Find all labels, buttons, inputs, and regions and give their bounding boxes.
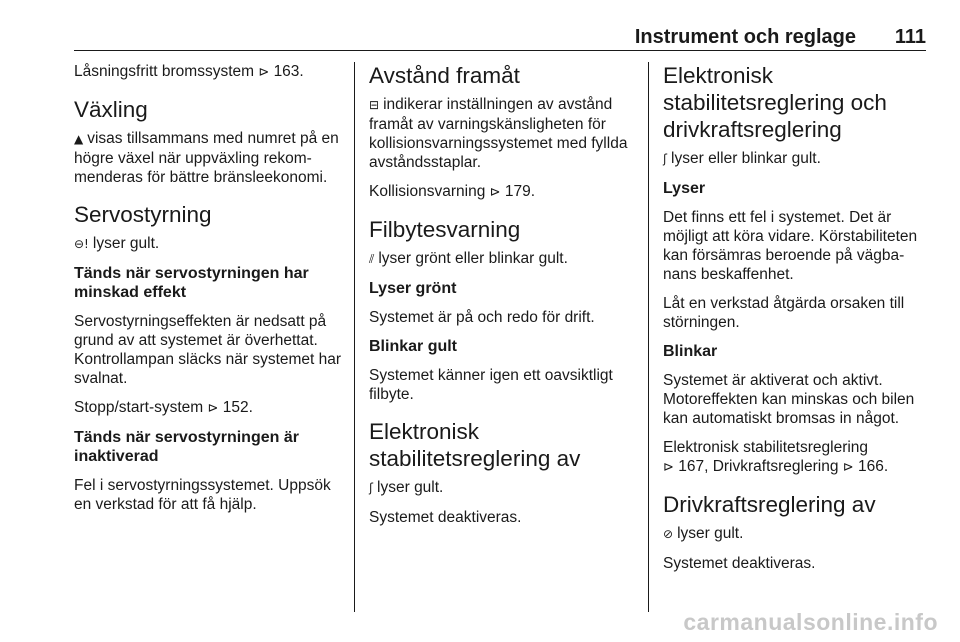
lyser-text-2: Låt en verkstad åtgärda orsaken till störningen.	[663, 295, 905, 331]
tc-off-desc: Systemet deaktiveras.	[663, 555, 816, 572]
column-divider	[354, 62, 355, 612]
heading-servostyrning: Servostyrning	[74, 202, 212, 227]
esc-tc-reference: Elektronisk stabilitetsreglering ⊳ 167, Drivkraftsreglering ⊳ 166.	[663, 439, 889, 475]
servo-text: ⊖! lyser gult.	[74, 235, 160, 252]
collision-reference: Kollisionsvarning ⊳ 179.	[369, 183, 536, 200]
vaxling-text: ▲ visas tillsammans med numret på en högre växel när uppväxling rekommenderas för bättre bränsleekonomi.	[74, 130, 339, 186]
page-header	[74, 26, 926, 48]
heading-vaxling: Växling	[74, 97, 148, 122]
steering-warning-icon: ⊖!	[74, 237, 89, 251]
column-2	[369, 62, 637, 537]
heading-lyser: Lyser	[663, 180, 706, 197]
esc-off-desc: Systemet deaktiveras.	[369, 509, 522, 526]
ref-arrow-icon: ⊳	[842, 460, 854, 475]
ref-arrow-icon: ⊳	[258, 65, 270, 80]
heading-inactive: Tänds när servostyrningen är inaktiverad	[74, 429, 299, 465]
esc-off-icon: ʃ	[369, 481, 374, 495]
tc-off-text: ⊘ lyser gult.	[663, 525, 744, 542]
column-1	[74, 62, 342, 524]
yellow-text: Systemet känner igen ett oavsiktligt filbyte.	[369, 367, 613, 403]
esc-icon: ʃ	[663, 152, 668, 166]
esc-text: ʃ lyser eller blinkar gult.	[663, 150, 821, 167]
shift-up-icon: ▲	[74, 132, 84, 146]
heading-distance: Avstånd framåt	[369, 63, 520, 88]
heading-lane: Filbytesvarning	[369, 217, 521, 242]
header-title: Instrument och reglage	[634, 26, 856, 48]
inactive-text: Fel i servostyrningssystemet. Uppsök en verkstad för att få hjälp.	[74, 477, 331, 513]
heading-esc-off: Elektronisk stabilitetsreglering av	[369, 419, 581, 471]
abs-reference: Låsningsfritt bromssystem ⊳ 163.	[74, 63, 304, 80]
heading-blinkar: Blinkar	[663, 343, 718, 360]
heading-tc-off: Drivkraftsreglering av	[663, 492, 876, 517]
reduced-effect-text: Servostyrningseffekten är nedsatt på grund av att systemet är överhettat. Kontrollampan släcks när systemet har svalnat.	[74, 313, 342, 387]
green-text: Systemet är på och redo för drift.	[369, 309, 595, 326]
ref-arrow-icon: ⊳	[207, 401, 219, 416]
heading-yellow: Blinkar gult	[369, 338, 458, 355]
heading-green: Lyser grönt	[369, 280, 457, 297]
traction-control-off-icon: ⊘	[663, 527, 674, 541]
stopstart-reference: Stopp/start-system ⊳ 152.	[74, 399, 253, 416]
ref-arrow-icon: ⊳	[489, 185, 501, 200]
esc-off-text: ʃ lyser gult.	[369, 479, 444, 496]
page-number: 111	[894, 26, 926, 48]
header-rule	[74, 50, 926, 51]
lane-departure-icon: ⫽	[369, 252, 375, 266]
blinkar-text: Systemet är aktiverat och aktivt. Motoreffekten kan minskas och bilen kan automatiskt bromsas in något.	[663, 372, 915, 427]
lane-text: ⫽ lyser grönt eller blinkar gult.	[369, 250, 568, 267]
watermark: carmanualsonline.info	[683, 609, 938, 635]
ref-arrow-icon: ⊳	[663, 460, 674, 475]
heading-esc: Elektronisk stabilitetsreglering och drivkraftsreglering	[663, 63, 887, 142]
lyser-text-1: Det finns ett fel i systemet. Det är möjligt att köra vidare. Körstabiliteten kan försämras beroende på vägbanans beskaffenhet.	[663, 209, 918, 283]
column-3	[663, 62, 929, 583]
vehicle-ahead-icon: ⊟	[369, 98, 380, 112]
distance-text: ⊟ indikerar inställningen av avstånd framåt av varningskänsligheten för kollisionsvarningssystemet med fyllda avståndsstaplar.	[369, 96, 628, 171]
heading-reduced-effect: Tänds när servostyrningen har minskad effekt	[74, 265, 309, 301]
column-divider	[648, 62, 649, 612]
